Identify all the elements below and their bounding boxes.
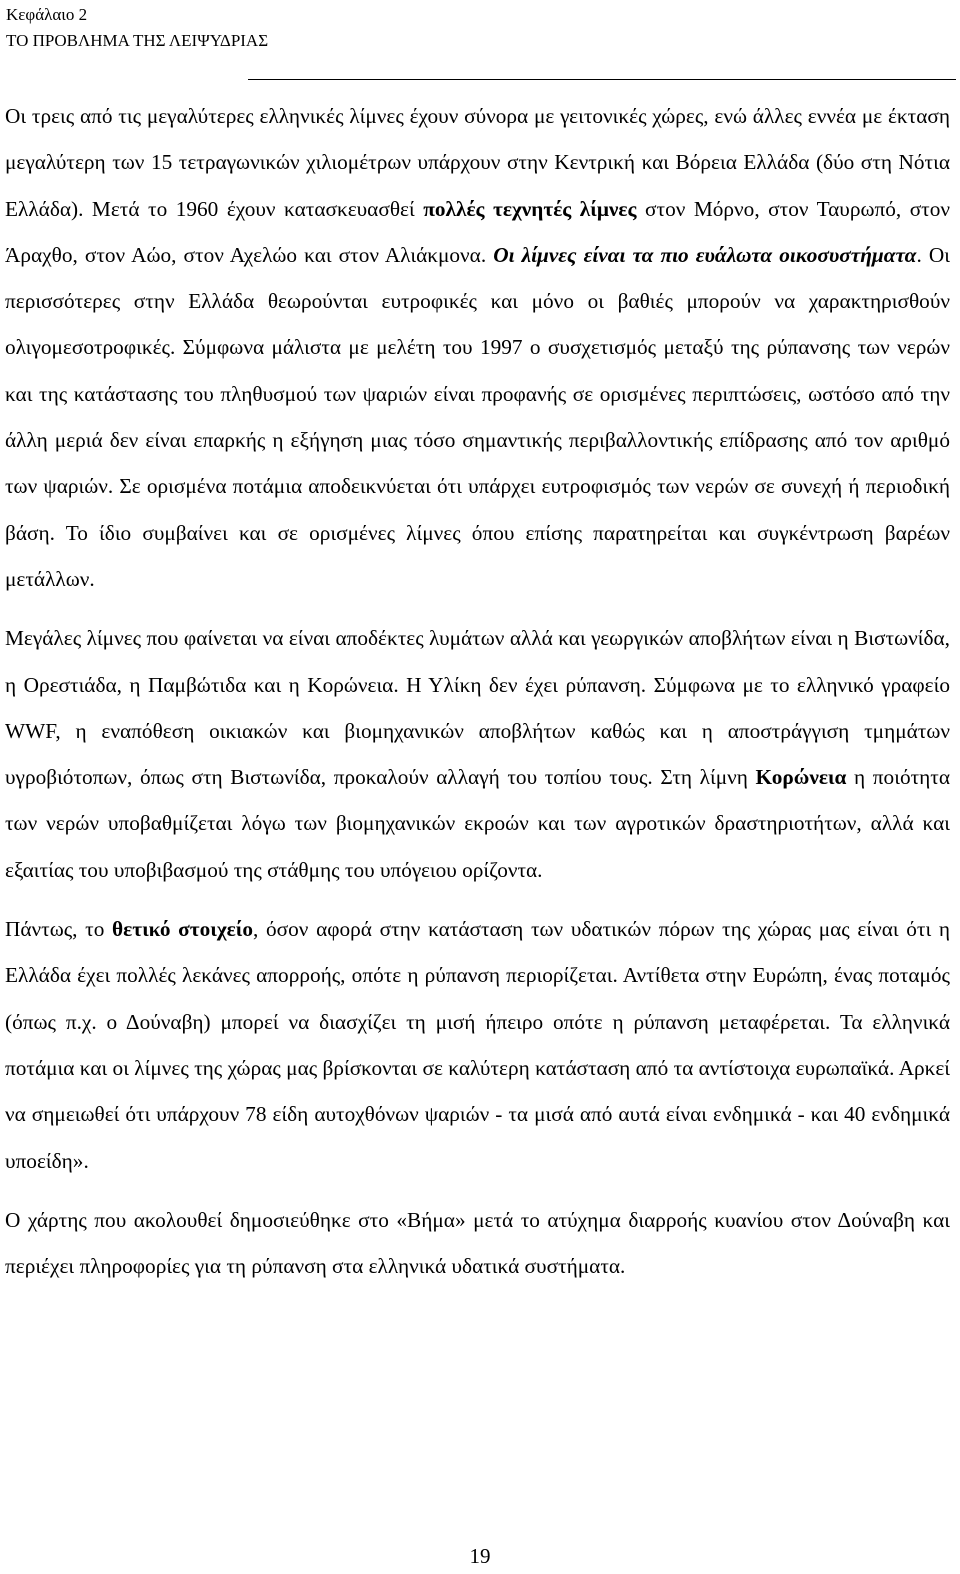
emphasis-artificial-lakes: πολλές τεχνητές λίμνες (423, 196, 637, 221)
page-number: 19 (469, 1544, 491, 1568)
paragraph-1-text-2: στον Μόρνο, στον Ταυρωπό, στον Άραχθο, στον Αώο, στον Αχελώο και στον Αλιάκμονα. (5, 196, 951, 267)
emphasis-positive-element: θετικό στοιχείο (112, 917, 254, 942)
emphasis-vulnerable-ecosystems: Οι λίμνες είναι τα πιο ευάλωτα οικοσυστήματα (493, 242, 917, 267)
paragraph-1-text-3: . Οι περισσότερες στην Ελλάδα θεωρούνται ευτροφικές και μόνο οι βαθιές μπορούν να χαρακτηρισθούν ολιγομεσοτροφικές. Σύμφωνα μάλιστα με μελέτη του 1997 ο συσχετισμός μεταξύ της ρύπανσης των νερών και της κατάστασης του πληθυσμού των ψαριών είναι προφανής σε ορισμένες περιπτώσεις, ωστόσο από την άλλη μεριά δεν είναι επαρκής η εξήγηση μιας τόσο σημαντικής περιβαλλοντικής επίδρασης από τον αριθμό των ψαριών. Σε ορισμένα ποτάμια αποδεικνύεται ότι υπάρχει ευτροφισμός των νερών σε συνεχή ή περιοδική βάση. Το ίδιο συμβαίνει και σε ορισμένες λίμνες όπου επίσης παρατηρείται και συγκέντρωση βαρέων μετάλλων. (5, 242, 950, 591)
chapter-label: Κεφάλαιο 2 (6, 5, 88, 24)
paragraph-3 (5, 906, 950, 1184)
header-rule (248, 79, 956, 80)
running-header (6, 2, 268, 54)
paragraph-1 (5, 93, 950, 602)
paragraph-3-text-2: , όσον αφορά στην κατάσταση των υδατικών πόρων της χώρας μας είναι ότι η Ελλάδα έχει πολλές λεκάνες απορροής, οπότε η ρύπανση περιορίζεται. Αντίθετα στην Ευρώπη, ένας ποταμός (όπως π.χ. ο Δούναβη) μπορεί να διασχίζει τη μισή ήπειρο οπότε η ρύπανση μεταφέρεται. Τα ελληνικά ποτάμια και οι λίμνες της χώρας μας βρίσκονται σε καλύτερη κατάσταση από τα αντίστοιχα ευρωπαϊκά. Αρκεί να σημειωθεί ότι υπάρχουν 78 είδη αυτοχθόνων ψαριών - τα μισά από αυτά είναι ενδημικά - και 40 ενδημικά υποείδη». (5, 917, 950, 1173)
paragraph-1-text-1: Οι τρεις από τις μεγαλύτερες ελληνικές λίμνες έχουν σύνορα με γειτονικές χώρες, ενώ άλλες εννέα με έκταση μεγαλύτερη των 15 τετραγωνικών χιλιομέτρων υπάρχουν στην Κεντρική και Βόρεια Ελλάδα (δύο στη Νότια Ελλάδα). Μετά το 1960 έχουν κατασκευασθεί (5, 104, 950, 221)
paragraph-4-text-1: Ο χάρτης που ακολουθεί δημοσιεύθηκε στο «Βήμα» μετά το ατύχημα διαρροής κυανίου στον Δούναβη και περιέχει πληροφορίες για τη ρύπανση στα ελληνικά υδατικά συστήματα. (5, 1207, 950, 1279)
paragraph-2-text-1: Μεγάλες λίμνες που φαίνεται να είναι αποδέκτες λυμάτων αλλά και γεωργικών αποβλήτων είναι η Βιστωνίδα, η Ορεστιάδα, η Παμβώτιδα και η Κορώνεια. Η Υλίκη δεν έχει ρύπανση. Σύμφωνα με το ελληνικό γραφείο WWF, η εναπόθεση οικιακών και βιομηχανικών αποβλήτων καθώς και η αποστράγγιση τμημάτων υγροβιότοπων, όπως στη Βιστωνίδα, προκαλούν αλλαγή του τοπίου τους. Στη λίμνη (5, 626, 950, 790)
paragraph-2 (5, 615, 950, 893)
paragraph-3-text-1: Πάντως, το (5, 917, 113, 942)
body-text (5, 93, 950, 1289)
paragraph-4 (5, 1197, 950, 1290)
paragraph-2-text-2: η ποιότητα των νερών υποβαθμίζεται λόγω των βιομηχανικών εκροών και των αγροτικών δραστηριοτήτων, αλλά και εξαιτίας του υποβιβασμού της στάθμης του υπόγειου ορίζοντα. (5, 765, 950, 882)
chapter-title: ΤΟ ΠΡΟΒΛΗΜΑ ΤΗΣ ΛΕΙΨΥΔΡΙΑΣ (6, 31, 269, 50)
emphasis-koroneia: Κορώνεια (755, 765, 847, 790)
